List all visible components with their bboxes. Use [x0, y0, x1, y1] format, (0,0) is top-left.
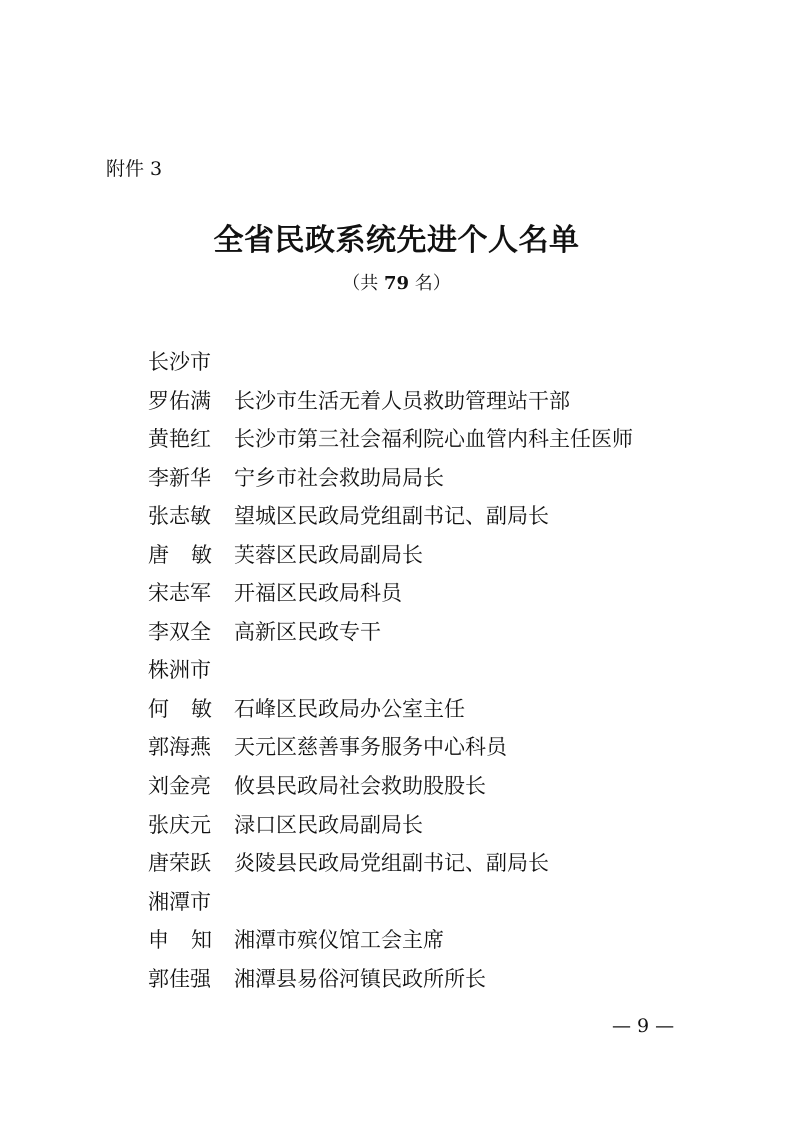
honoree-list — [148, 343, 768, 998]
list-item — [148, 382, 768, 421]
person-name: 罗佑满 — [148, 388, 211, 413]
subtitle-close: 名） — [409, 273, 451, 294]
person-position: 长沙市生活无着人员救助管理站干部 — [234, 388, 570, 413]
person-name: 黄艳红 — [148, 427, 211, 452]
person-position: 高新区民政专干 — [234, 619, 381, 644]
list-item — [148, 844, 768, 883]
person-position: 炎陵县民政局党组副书记、副局长 — [234, 851, 549, 876]
person-position: 开福区民政局科员 — [234, 581, 402, 606]
person-position: 长沙市第三社会福利院心血管内科主任医师 — [234, 427, 633, 452]
person-position: 湘潭市殡仪馆工会主席 — [234, 928, 444, 953]
page-number: — 9 — — [612, 1015, 675, 1037]
name-char: 敏 — [191, 696, 212, 721]
person-name: 李新华 — [148, 465, 211, 490]
person-name: 郭佳强 — [148, 966, 211, 991]
person-position: 宁乡市社会救助局局长 — [234, 465, 444, 490]
list-item — [148, 574, 768, 613]
person-name — [148, 690, 212, 729]
person-name: 张志敏 — [148, 504, 211, 529]
person-name — [148, 921, 212, 960]
document-subtitle — [0, 271, 793, 297]
city-heading — [148, 651, 768, 690]
person-position: 芙蓉区民政局副局长 — [234, 542, 423, 567]
person-name: 郭海燕 — [148, 735, 211, 760]
person-position: 渌口区民政局副局长 — [234, 812, 423, 837]
name-char: 唐 — [148, 542, 169, 567]
list-item — [148, 459, 768, 498]
name-char: 知 — [191, 928, 212, 953]
subtitle-count: 79 — [383, 273, 410, 294]
person-name: 张庆元 — [148, 812, 211, 837]
attachment-label: 附件 3 — [106, 158, 163, 180]
city-heading — [148, 343, 768, 382]
name-char: 申 — [148, 928, 169, 953]
subtitle-open: （共 — [342, 273, 384, 294]
list-item — [148, 960, 768, 999]
list-item — [148, 728, 768, 767]
document-title: 全省民政系统先进个人名单 — [213, 223, 580, 258]
list-item — [148, 806, 768, 845]
person-name: 唐荣跃 — [148, 851, 211, 876]
list-item — [148, 921, 768, 960]
list-item — [148, 690, 768, 729]
person-position: 石峰区民政局办公室主任 — [234, 696, 465, 721]
list-item — [148, 420, 768, 459]
list-item — [148, 536, 768, 575]
list-item — [148, 497, 768, 536]
city-heading — [148, 883, 768, 922]
person-position: 湘潭县易俗河镇民政所所长 — [234, 966, 486, 991]
person-position: 攸县民政局社会救助股股长 — [234, 774, 486, 799]
name-char: 何 — [148, 696, 169, 721]
city-name: 株洲市 — [148, 658, 211, 683]
person-position: 望城区民政局党组副书记、副局长 — [234, 504, 549, 529]
person-position: 天元区慈善事务服务中心科员 — [234, 735, 507, 760]
list-item — [148, 613, 768, 652]
city-name: 湘潭市 — [148, 889, 211, 914]
person-name: 宋志军 — [148, 581, 211, 606]
person-name: 李双全 — [148, 619, 211, 644]
person-name — [148, 536, 212, 575]
list-item — [148, 767, 768, 806]
name-char: 敏 — [191, 542, 212, 567]
person-name: 刘金亮 — [148, 774, 211, 799]
city-name: 长沙市 — [148, 350, 211, 374]
